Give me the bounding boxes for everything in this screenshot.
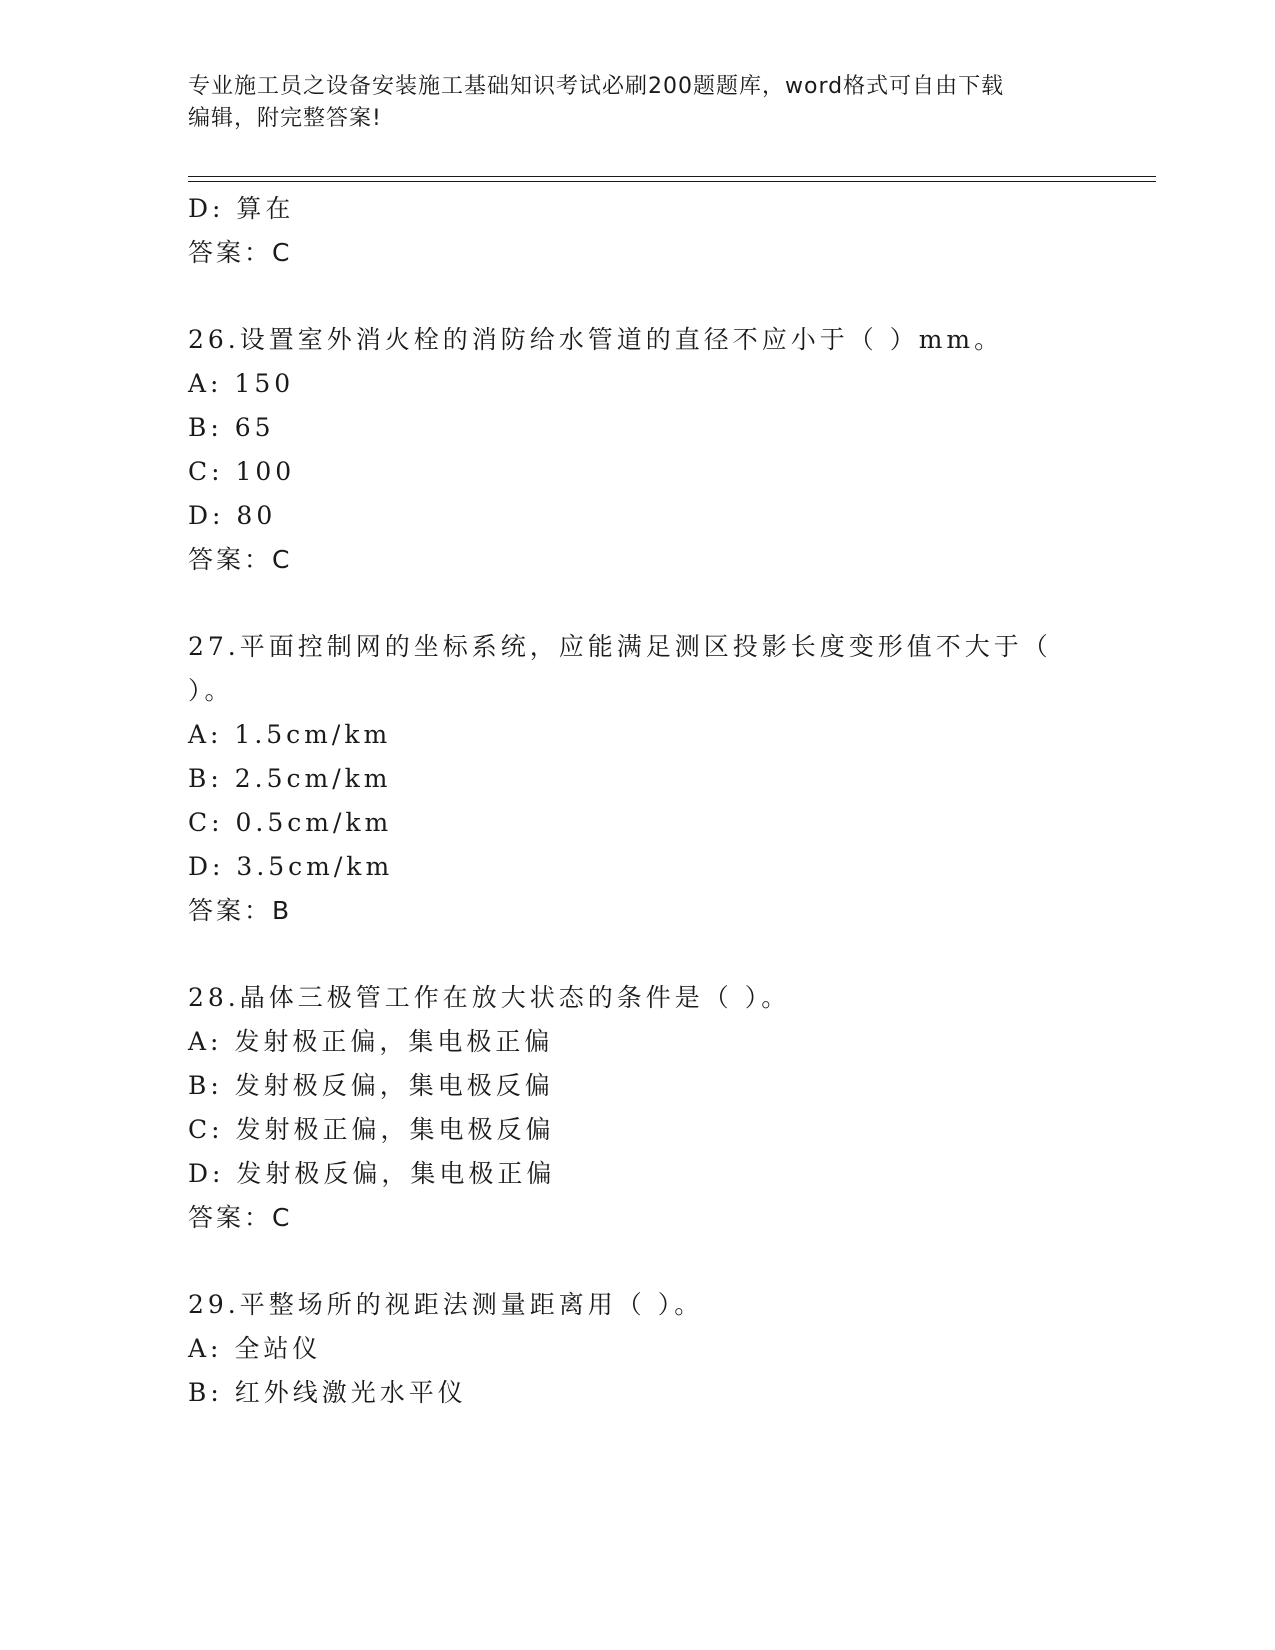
answer-line: 答案：C [188,238,293,267]
answer-line: 答案：C [188,545,293,574]
question-line: 28.晶体三极管工作在放大状态的条件是（ ）。 [188,983,791,1012]
question-line: 29.平整场所的视距法测量距离用（ ）。 [188,1290,704,1319]
option-line: D: 算在 [188,194,295,223]
option-line: C: 0.5cm/km [188,808,393,837]
option-line: B: 2.5cm/km [188,764,392,793]
option-line: C: 100 [188,457,296,486]
header-line-1: 专业施工员之设备安装施工基础知识考试必刷200题题库，word格式可自由下载 [188,74,1005,99]
option-line: D: 发射极反偏，集电极正偏 [188,1159,556,1188]
option-line: A: 发射极正偏，集电极正偏 [188,1027,554,1056]
question-line: ）。 [188,676,234,705]
question-line: 26.设置室外消火栓的消防给水管道的直径不应小于（ ）mm。 [188,325,1004,354]
option-line: B: 红外线激光水平仪 [188,1378,467,1407]
option-line: D: 3.5cm/km [188,852,394,881]
option-line: C: 发射极正偏，集电极反偏 [188,1115,555,1144]
header-divider-bottom [188,181,1156,182]
option-line: B: 65 [188,413,275,442]
option-line: A: 全站仪 [188,1334,322,1363]
answer-line: 答案：B [188,896,293,925]
header-line-2: 编辑，附完整答案! [188,106,382,131]
answer-line: 答案：C [188,1203,293,1232]
option-line: A: 150 [188,369,295,398]
question-line: 27.平面控制网的坐标系统，应能满足测区投影长度变形值不大于（ [188,632,1052,661]
option-line: A: 1.5cm/km [188,720,392,749]
option-line: B: 发射极反偏，集电极反偏 [188,1071,554,1100]
document-header [188,71,1088,135]
option-line: D: 80 [188,501,277,530]
header-divider-top [188,176,1156,177]
